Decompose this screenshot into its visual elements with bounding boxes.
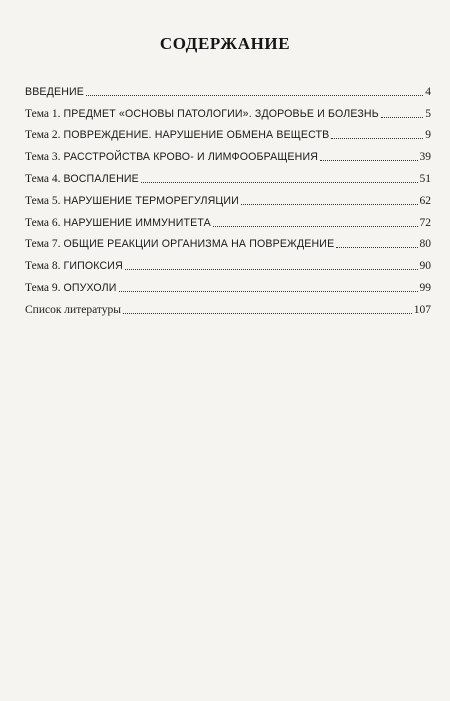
toc-entry-heading: ОБЩИЕ РЕАКЦИИ ОРГАНИЗМА НА ПОВРЕЖДЕНИЕ bbox=[63, 238, 335, 251]
toc-leader-dots bbox=[381, 117, 423, 118]
toc-leader-dots bbox=[123, 313, 412, 314]
toc-entry-page: 90 bbox=[419, 260, 431, 273]
toc-entry-heading: НАРУШЕНИЕ ИММУНИТЕТА bbox=[63, 216, 211, 229]
toc-entry-prefix: Тема 2. bbox=[25, 129, 61, 142]
toc-entry-prefix: Тема 3. bbox=[25, 151, 61, 164]
toc-leader-dots bbox=[241, 204, 418, 205]
toc-leader-dots bbox=[119, 291, 418, 292]
toc-entry-page: 80 bbox=[419, 238, 431, 251]
toc-entry-page: 9 bbox=[425, 129, 431, 142]
toc-entry-page: 62 bbox=[419, 194, 431, 207]
toc-entry-topic-1[interactable] bbox=[25, 99, 431, 121]
toc-entry-heading: ПРЕДМЕТ «ОСНОВЫ ПАТОЛОГИИ». ЗДОРОВЬЕ И БОЛЕЗНЬ bbox=[63, 107, 379, 120]
toc-leader-dots bbox=[86, 95, 423, 96]
toc-leader-dots bbox=[125, 269, 418, 270]
toc-entry-prefix: Тема 7. bbox=[25, 238, 61, 251]
toc-entry-topic-6[interactable] bbox=[25, 208, 431, 230]
toc-entry-heading: НАРУШЕНИЕ ТЕРМОРЕГУЛЯЦИИ bbox=[63, 194, 239, 207]
toc-entry-topic-7[interactable] bbox=[25, 230, 431, 252]
toc-entry-page: 39 bbox=[419, 151, 431, 164]
toc-entry-prefix: Тема 4. bbox=[25, 172, 61, 185]
toc-leader-dots bbox=[320, 160, 417, 161]
toc-entry-prefix: Тема 8. bbox=[25, 260, 61, 273]
toc-entry-heading: ВОСПАЛЕНИЕ bbox=[63, 172, 139, 185]
toc-entry-topic-8[interactable] bbox=[25, 251, 431, 273]
toc-entry-prefix: Тема 9. bbox=[25, 281, 61, 294]
toc-leader-dots bbox=[141, 182, 418, 183]
page-title: СОДЕРЖАНИЕ bbox=[159, 34, 291, 53]
toc-entry-heading: ОПУХОЛИ bbox=[63, 281, 117, 294]
toc-entry-prefix: Тема 5. bbox=[25, 194, 61, 207]
toc-entry-page: 5 bbox=[425, 107, 431, 120]
toc-entry-prefix: Тема 1. bbox=[25, 107, 61, 120]
toc-entry-topic-5[interactable] bbox=[25, 186, 431, 208]
toc-entry-introduction[interactable] bbox=[25, 77, 431, 99]
toc-entry-page: 99 bbox=[419, 281, 431, 294]
toc-leader-dots bbox=[331, 138, 423, 139]
toc-leader-dots bbox=[213, 226, 418, 227]
toc-entry-heading: ПОВРЕЖДЕНИЕ. НАРУШЕНИЕ ОБМЕНА ВЕЩЕСТВ bbox=[63, 129, 330, 142]
toc-entry-heading: Список литературы bbox=[25, 303, 121, 316]
toc-entry-page: 51 bbox=[419, 172, 431, 185]
toc-entry-page: 107 bbox=[413, 303, 431, 316]
toc-entry-bibliography[interactable] bbox=[25, 295, 431, 317]
toc-entry-page: 72 bbox=[419, 216, 431, 229]
toc-entry-topic-3[interactable] bbox=[25, 142, 431, 164]
table-of-contents bbox=[25, 77, 431, 317]
toc-entry-topic-4[interactable] bbox=[25, 164, 431, 186]
toc-entry-topic-2[interactable] bbox=[25, 121, 431, 143]
toc-entry-heading: ГИПОКСИЯ bbox=[63, 260, 123, 273]
toc-entry-page: 4 bbox=[425, 85, 431, 98]
toc-entry-prefix: Тема 6. bbox=[25, 216, 61, 229]
toc-leader-dots bbox=[336, 247, 417, 248]
toc-entry-heading: РАССТРОЙСТВА КРОВО- И ЛИМФООБРАЩЕНИЯ bbox=[63, 151, 319, 164]
toc-entry-topic-9[interactable] bbox=[25, 273, 431, 295]
toc-entry-heading: ВВЕДЕНИЕ bbox=[25, 85, 84, 98]
